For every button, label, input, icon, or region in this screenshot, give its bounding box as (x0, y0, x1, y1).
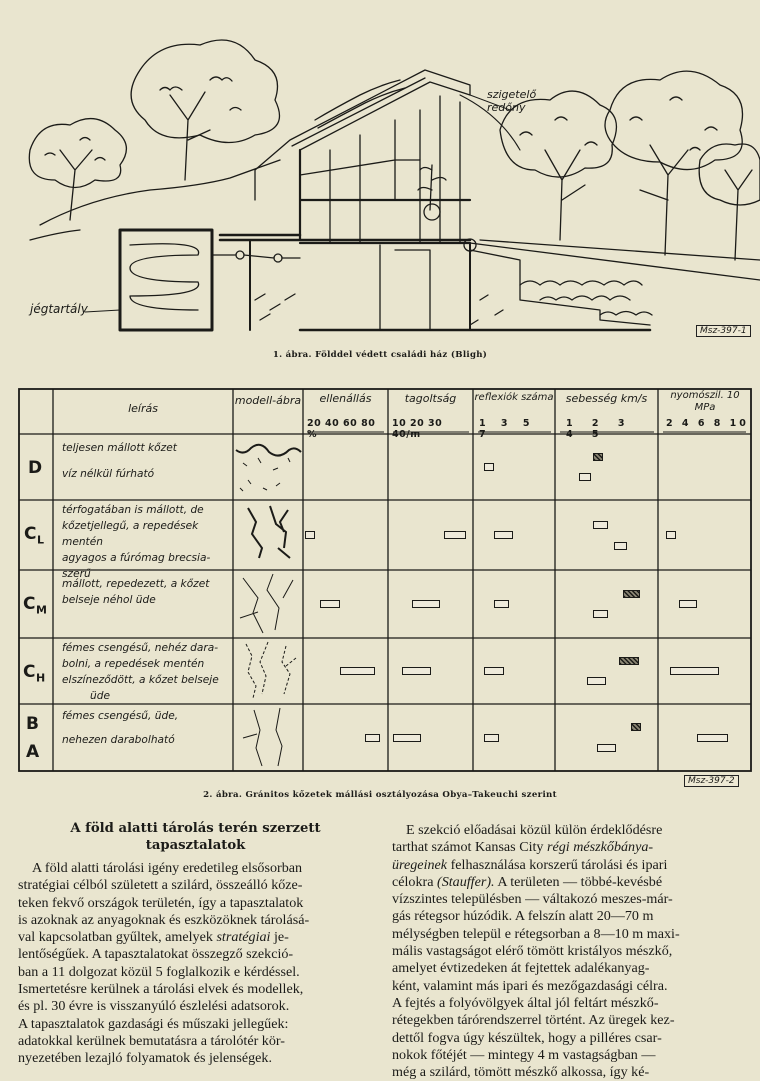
header-model: modell-ábra (234, 394, 302, 407)
row-desc-d: teljesen mállott kőzet víz nélkül fúrható (62, 442, 177, 480)
row-code-ch: $C_H$ (23, 662, 46, 685)
range-bar-fracturing-ba (393, 734, 421, 742)
tree-right-3 (699, 144, 760, 260)
header-description: leírás (128, 402, 158, 415)
row-desc-cm: mállott, repedezett, a kőzet belseje néhol üde (62, 578, 210, 606)
figure2-id: Msz-397-2 (684, 775, 739, 787)
header-fracturing: tagoltság (404, 392, 457, 405)
range-bar-velocity-cm (623, 590, 640, 598)
range-bar-resistance-ch (340, 667, 375, 675)
range-bar-reflections-cl (494, 531, 514, 539)
tree-left-2 (29, 119, 126, 220)
header-strength: nyomószil. 10 MPa (670, 390, 740, 413)
range-bar-reflections-d (484, 463, 494, 471)
range-bar-fracturing-cm (412, 600, 440, 608)
range-bar-resistance-ba (365, 734, 380, 742)
scale-velocity: 1 2 3 4 5 (566, 418, 633, 440)
weathering-table (18, 388, 752, 772)
row-code-cl: $C_L$ (24, 524, 45, 547)
scale-resistance: 20 40 60 80 % (307, 418, 376, 440)
range-bar-strength-ch (670, 667, 719, 675)
scale-strength: 2 4 6 8 10 (666, 418, 749, 429)
row-code-ba: B A (26, 714, 40, 762)
article-right-column: E szekció előadásai közül külön érdeklődésre tarthat számot Kansas City régi mészkőbánya- üregeinek felhasználása korszerű tárolási és ipari célokra (Stauffer). A területen — többé-kevésbé vízszintes településben — váltakozó meszes-már- gás rétegsor húzódik. A felszín alatt 20—70 m mélységben települ e rétegsorban a 8—10 m maxi- mális vastagságot elérő tömött kristályos mészkő, amelyet évtizedeken át fejtettek adalékanyag- ként, valamint más ipari és mezőgazdasági célra. A fejtés a folyóvölgyek által jól feltárt mészkő- rétegekben tárórendszerrel történt. Az üregek kez- dettől fogva úgy készültek, hogy a pilléres csar- nokok főtéjét — mintegy 4 m vastagságban — még a szilárd, tömött mészkő alkossa, így ké- (392, 822, 680, 1081)
figure1-id: Msz-397-1 (696, 325, 751, 337)
range-bar-resistance-cl (305, 531, 315, 539)
article-title: A föld alatti tárolás terén szerzett tapasztalatok (70, 821, 321, 853)
range-bar-reflections-ch (484, 667, 504, 675)
range-bar-fracturing-ch (402, 667, 430, 675)
header-resistance: ellenállás (319, 392, 372, 405)
range-bar-velocity-alt-ch (587, 677, 606, 685)
house-illustration (0, 0, 760, 345)
range-bar-velocity-ba (631, 723, 641, 731)
scale-fracturing: 10 20 30 40/m (392, 418, 443, 440)
row-desc-cl: térfogatában is mállott, de kőzetjellegű, a repedések mentén agyagos a fúrómag brecsia- szerű (62, 504, 211, 580)
range-bar-velocity-cl (593, 521, 608, 529)
range-bar-velocity-ch (619, 657, 638, 665)
range-bar-fracturing-cl (444, 531, 467, 539)
tree-left-1 (131, 40, 279, 180)
range-bar-velocity-alt-cm (593, 610, 608, 618)
range-bar-velocity-alt-d (579, 473, 590, 481)
range-bar-strength-cm (679, 600, 697, 608)
header-reflections: reflexiók száma (474, 392, 554, 403)
range-bar-reflections-cm (494, 600, 509, 608)
range-bar-reflections-ba (484, 734, 499, 742)
tree-right-2 (605, 71, 743, 255)
row-desc-ba: fémes csengésű, üde, nehezen darabolható (62, 710, 179, 746)
row-desc-ch: fémes csengésű, nehéz dara- bolni, a repedések mentén elszíneződött, a kőzet belseje üde (62, 642, 219, 702)
scale-reflections: 1 3 5 7 (479, 418, 536, 440)
range-bar-resistance-cm (320, 600, 340, 608)
header-velocity: sebesség km/s (565, 392, 648, 405)
figure2-caption: 2. ábra. Gránitos kőzetek mállási osztályozása Obya–Takeuchi szerint (203, 790, 557, 800)
ice-tank (120, 230, 300, 330)
row-code-d: D (28, 458, 43, 478)
range-bar-velocity-d (593, 453, 603, 461)
range-bar-velocity-alt-cl (614, 542, 627, 550)
label-shutter: szigetelő redőny (487, 88, 537, 114)
label-ice-tank: jégtartály (30, 302, 88, 316)
range-bar-velocity-alt-ba (597, 744, 616, 752)
range-bar-strength-ba (697, 734, 728, 742)
figure1-caption: 1. ábra. Földdel védett családi ház (Bligh) (272, 350, 488, 360)
article-left-column: A föld alatti tárolási igény eredetileg elsősorban stratégiai célból született a szilárd, összeálló kőze- teken fekvő országok területén, így a tapasztalatok is azoknak az anyagoknak és eszközöknek tárolásá- val kapcsolatban gyűltek, amelyek stratégiai je- lentőségűek. A tapasztalatokat összegző szekció- ban a 11 dolgozat közül 5 foglalkozik e kérdéssel. Ismertetésre kerülnek a tárolási elvek és modellek, és pl. 30 évre is visszanyúló észlelési adatsorok. A tapasztalatok gazdasági és műszaki jellegűek: adatokkal kerülnek bemutatásra a tárolótér kör- nyezetében lezajló folyamatok és jelenségek. (18, 860, 310, 1067)
row-code-cm: $C_M$ (23, 594, 48, 617)
range-bar-strength-cl (666, 531, 676, 539)
